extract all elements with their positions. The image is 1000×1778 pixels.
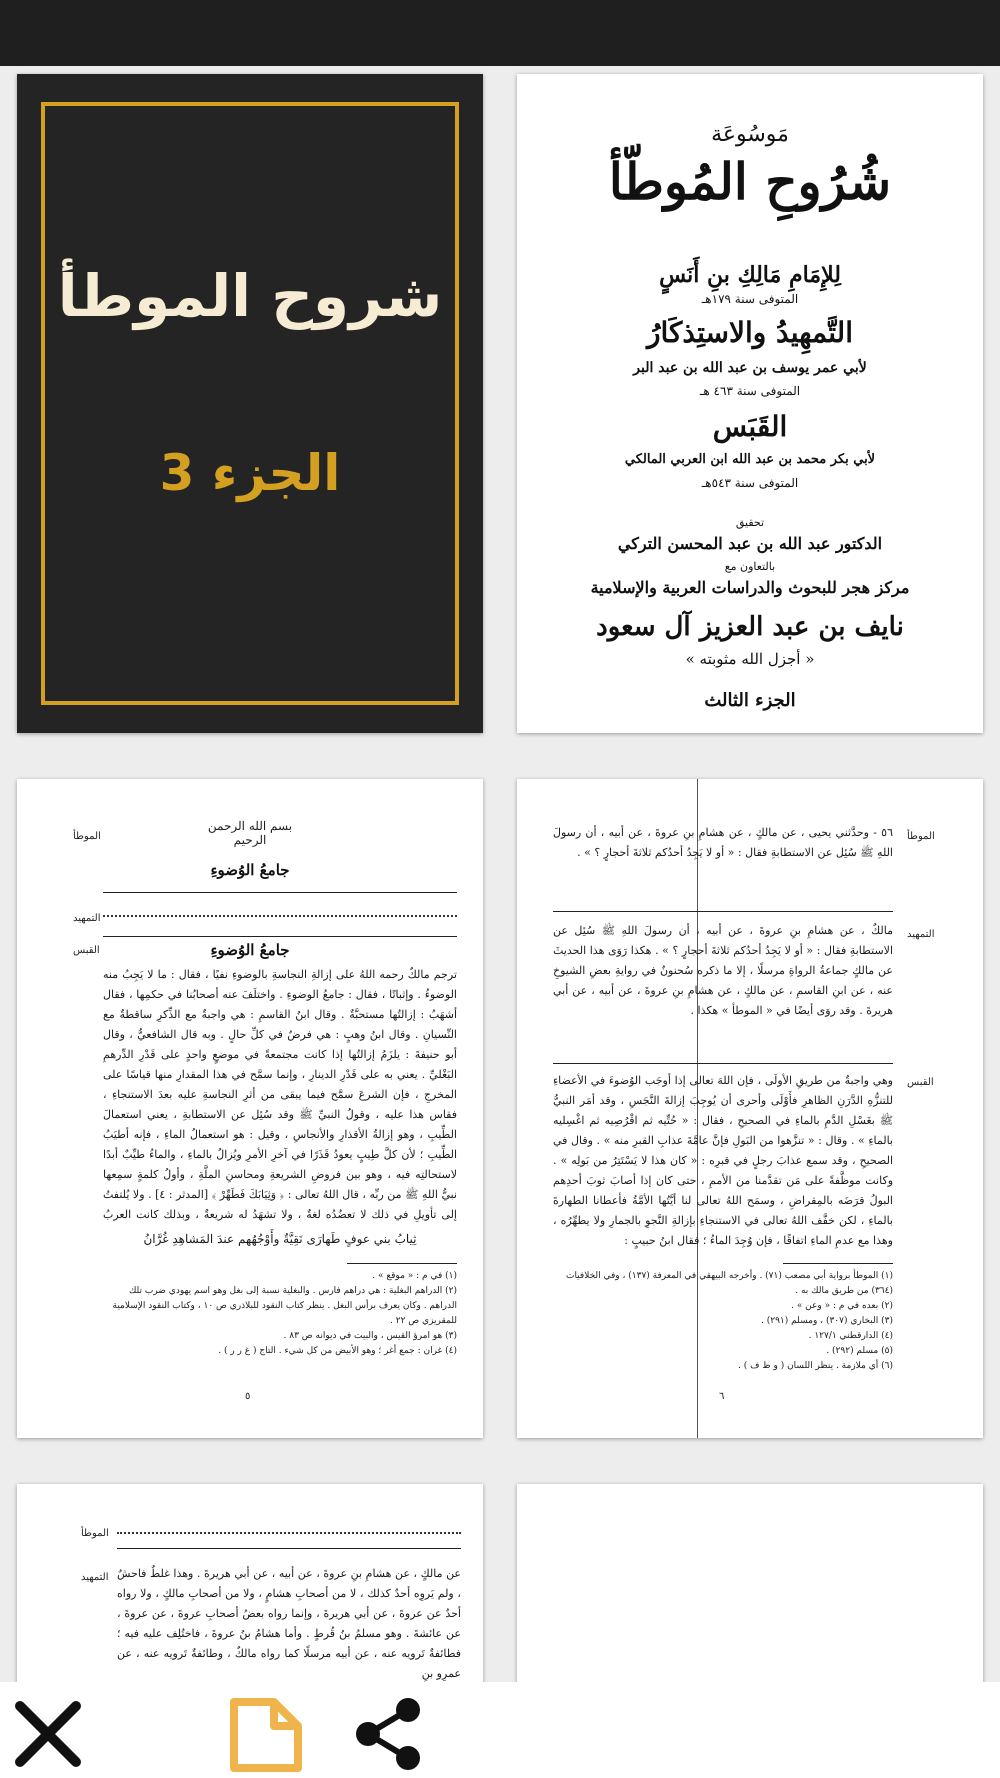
poetry-verse: ثِيابُ بني عوفٍ طَهارَى نَقِيَّةٌ وأَوْجُهُهم عندَ المَشاهِدِ غُرَّانُ [143, 1232, 417, 1246]
margin-label-tamhid: التمهيد [73, 913, 101, 924]
bottom-toolbar [0, 1682, 1000, 1778]
page-number: ٥ [245, 1391, 251, 1402]
margin-label-qabas: القبس [73, 945, 100, 956]
qabas-text: وهي واجبةٌ من طريقِ الأولَى ، فإن اللهَ تعالى إذا أوجَب الوُضوءَ في الأعضاءِ للتنزُّهِ الدَّرَنِ الظاهرِ فأَوْلَى وأحرى أن يُوجِبَ إزالةَ النَّجَسِ ، وقد أمَر النبيُّ ﷺ بغَسْلِ الدَّمِ بالماءِ في الصحيحِ ، فقال : « حُتِّيه ثم اقْرُصِيه ثم اغْسِليه بالماءِ » . وقال : « تنزَّهوا من البَولِ فإنَّ عامَّةَ عذابِ القبرِ منه » . وقال في الصحيحِ ، وقد سمع عذابَ رجلٍ في قبرِه : « كان هذا لا يَسْتَتِرُ من بَولِه » . وكانت موظَّفةً على مَن تقدَّمنا من الأممِ ، حتى كان إذا أصابَ ثوبَ أحدِهم البولُ قرَضَه بالمِقراضِ ، وسمَح اللهُ تعالى لنا أيَّتُها الأمَّةُ فأعطانا الطهارةَ بالماءِ ، لكن خفَّف اللهُ تعالى في الاستنجاءِ بإزالةِ النَّجوِ بالجمارِ ولا يطهِّرُه ، وهذا مع عدمِ الماءِ اتفاقًا ، فإن وُجِدَ الماءُ ؛ فقال ابنُ حبيبٍ : [553, 1074, 893, 1247]
footnote: (٢) بعده في م : « وعن » . [791, 1301, 893, 1311]
page-thumbnail-8[interactable] [517, 1484, 983, 1682]
footnote: (٢) الدراهم البغلية : هي دراهم فارس . والبغلية نسبة إلى بغل وهو اسم يهودي ضرب تلك الدراهم . وكان يعرف برأس البغل . ينظر كتاب النقود للبلاذري ص ١٠ ، وكتاب النقود الإسلامية للمقريزي ص ٢٢ . [112, 1286, 457, 1326]
imam-name: لِلإِمَامِ مَالِكِ بنِ أَنَسٍ [659, 262, 841, 288]
tahqiq-label: تحقيق [735, 516, 765, 529]
footnote: (٥) مسلم (٢٩٢) . [826, 1346, 893, 1356]
page-thumbnail-grid[interactable] [0, 66, 1000, 1682]
tamhid-text: عن مالكٍ ، عن هشامِ بنِ عروةَ ، عن أبيه ، عن أبي هريرةَ . وهذا غلطٌ فاحشٌ ، ولم يَروِه أحدٌ كذلك ، لا من أصحابِ هشامٍ ، ولا من أصحابِ مالكٍ ، ولا رواه أحدٌ عن عروةَ ، عن أبي هريرةَ ، وإنما رواه بعضُ أصحابِ عروةَ ، عن عروةَ ، عن عائشةَ . وهو مسلمُ بنُ قُرطٍ . وأما هشامُ بنُ عروةَ ، فاختُلِف عليه فيه ؛ فطائفةٌ تَرويه عنه ، عن أبيه مرسلًا كما رواه مالكٌ ، وطائفةٌ تَرويه عنه ، عن عمرِو بنِ [117, 1567, 461, 1680]
imam-death-date: المتوفى سنة ١٧٩هـ [701, 292, 799, 306]
research-center: مركز هجر للبحوث والدراسات العربية والإسلامية [590, 578, 910, 597]
work2-author: لأبي بكر محمد بن عبد الله ابن العربي المالكي [624, 452, 876, 467]
cover-part-number: الجزء 3 [159, 444, 341, 502]
rule [553, 911, 893, 912]
footnote: (٤) غران : جمع أغر ؛ وهو الأبيض من كل شيء . التاج ( غ ر ر ) . [218, 1346, 457, 1356]
footnote-rule [783, 1263, 893, 1264]
cover-title: شروح الموطأ [57, 262, 443, 330]
footnote: (١) في م : « موقع » . [372, 1271, 457, 1281]
share-button[interactable] [350, 1696, 426, 1772]
rule [103, 892, 457, 893]
rule [103, 936, 457, 937]
patron-name: نايف بن عبد العزيز آل سعود [596, 612, 904, 642]
series-label: مَوسُوعَة [711, 122, 789, 147]
cover-frame [41, 102, 459, 705]
muwatta-hadith-text: ٥٦ - وحدَّثني يحيى ، عن مالكٍ ، عن هشامِ بنِ عروةَ ، عن أبيه ، أن رسولَ اللهِ ﷺ سُئِل عن الاستطابةِ فقال : « أو لا يَجِدُ أحدُكم ثلاثةَ أحجارٍ ؟ » . [553, 826, 893, 859]
document-button[interactable] [228, 1696, 304, 1772]
footnote: (٦) أي ملازمة . ينظر اللسان ( و ظ ف ) . [738, 1361, 893, 1371]
main-title: شُرُوحِ المُوطّأ [608, 152, 892, 211]
volume-label: الجزء الثالث [704, 690, 796, 711]
footnote: (٤) الدارقطني ١٢٧/١ . [808, 1331, 893, 1341]
page-thumbnail-5[interactable] [17, 779, 483, 1438]
editor-name: الدكتور عبد الله بن عبد المحسن التركي [617, 534, 883, 553]
rule [553, 1063, 893, 1064]
margin-label-muwatta: الموطأ [73, 831, 101, 842]
work2-title: القَبَس [712, 410, 788, 443]
page-thumbnail-6[interactable] [517, 779, 983, 1438]
margin-label-muwatta: الموطأ [907, 831, 935, 842]
qabas-body-text: ترجم مالكٌ رحمه اللهُ على إزالةِ النجاسةِ بالوضوءِ نفيًا ، فقال : ما لا يَجِبُ منه الوضوءُ . وإثباتًا ، فقال : جامعُ الوضوءِ . واختلَفَ عنه أصحابُنا في حكمِها ، فقال أشهَبُ : إزالتُها مستحبَّةٌ . وقال ابنُ القاسمِ : هي واجبةٌ مع الذِّكرِ ساقطةٌ مع النِّسيانِ . وقال ابنُ وهبٍ : هي فرضٌ في كلِّ حالٍ . وبه قال الشافعيُّ ، وقال أبو حنيفةَ : يلزَمُ إزالتُها إذا كانت مجتمعةً في موضعٍ واحدٍ على قَدْرِ الدِّرهمِ البَغْليِّ . يعني به على قَدْرِ الدينارِ ، وإنما سمَّح في هذا المقدارِ منها قياسًا على المخرجِ ، فإن الشرعَ سمَّح فيما يبقى من أثرِ النجاسةِ عليه بعدَ الاستنجاءِ ، فقاس هذا عليه ، وقولُ النبيِّ ﷺ وقد سُئِل عن الاستطابةِ ، يعني استعمالَ الطِّيبِ ، وهو إزالةُ الأقذارِ والأنجاسِ ، وقيل : هو استعمالُ الماءِ ، فإنه أطيَبُ الطِّيبِ ؛ لأن كلَّ طِيبٍ يعودُ قَذَرًا في آخرِ الأمرِ ويُزالُ بالماءِ ، والماءُ طيِّبٌ أبدًا لاستحالتِه فيه ، وهو بين فروضِ الشريعةِ ومحاسنِ الملَّةِ ، وأولُ كلمةٍ سمِعها نبيُّ اللهِ ﷺ من ربِّه ، قال اللهُ تعالى : ﴿ وَثِيَابَكَ فَطَهِّرْ ﴾ [المدثر : ٤] . ولا يُلتفتُ إلى تأويلِ في ذلك لا تعضُدُه لغةٌ ، ولا تشهَدُ له شريعةٌ ، وبذلك كانت العربُ [103, 968, 457, 1221]
tamhid-text: مالكٌ ، عن هشامِ بنِ عروةَ ، عن أبيه ، أن رسولَ اللهِ ﷺ سُئِل عن الاستطابةِ فقال : « أو لا يَجِدُ أحدُكم ثلاثةَ أحجارٍ ؟ » . هكذا رَوَى هذا الحديثَ عن مالكٍ جماعةُ الرواةِ مرسلًا ، إلا ما ذكره سُحنونٌ في روايةِ بعضِ الشيوخِ عنه ، عن ابنِ القاسمِ ، عن مالكٍ ، عن هشامِ بنِ عروةَ ، عن أبيه ، عن أبي هريرةَ . وقد روَى أيضًا في « الموطأ » هكذا . [553, 924, 893, 1017]
margin-label-tamhid: التمهيد [81, 1572, 109, 1583]
work1-death-date: المتوفى سنة ٤٦٣ هـ [699, 384, 801, 398]
margin-label-tamhid: التمهيد [907, 929, 935, 940]
heading-muwatta: جامعُ الوُضوءِ [210, 861, 290, 879]
patron-prayer: « أجزل الله مثوبته » [685, 650, 815, 668]
share-icon [350, 1696, 426, 1772]
basmala-ornament: بسم الله الرحمن الرحيم [207, 819, 293, 847]
page-thumbnail-title-page[interactable] [517, 74, 983, 733]
footnote: (٣) البخاري (٣٠٧) ، ومسلم (٢٩١) . [761, 1316, 893, 1326]
close-button[interactable] [10, 1696, 86, 1772]
page-thumbnail-cover[interactable] [17, 74, 483, 733]
dotted-separator [103, 915, 457, 917]
work1-author: لأبي عمر يوسف بن عبد الله بن عبد البر [633, 360, 867, 376]
footnote: (١) الموطأ برواية أبي مصعب (٧١) . وأخرجه البيهقي في المعرفة (١٣٧) ، وفي الخلافيات (٣٦٤) من طريق مالك به . [565, 1271, 893, 1296]
margin-label-qabas: القبس [907, 1077, 934, 1088]
work1-title: التَّمهِيدُ والاستِذكَارُ [646, 316, 853, 349]
work2-death-date: المتوفى سنة ٥٤٣هـ [701, 476, 799, 490]
rule [117, 1548, 461, 1549]
top-bar [0, 0, 1000, 66]
collaboration-label: بالتعاون مع [724, 560, 776, 573]
page-thumbnail-7[interactable] [17, 1484, 483, 1682]
dotted-separator [117, 1532, 461, 1534]
heading-qabas: جامعُ الوُضوءِ [210, 941, 290, 959]
footnote-rule [347, 1263, 457, 1264]
close-icon [10, 1696, 86, 1772]
page-number: ٦ [719, 1391, 725, 1402]
footnote: (٣) هو امرؤ القيس ، والبيت في ديوانه ص ٨٣ . [283, 1331, 457, 1341]
document-icon [228, 1696, 304, 1772]
margin-label-muwatta: الموطأ [81, 1528, 109, 1539]
